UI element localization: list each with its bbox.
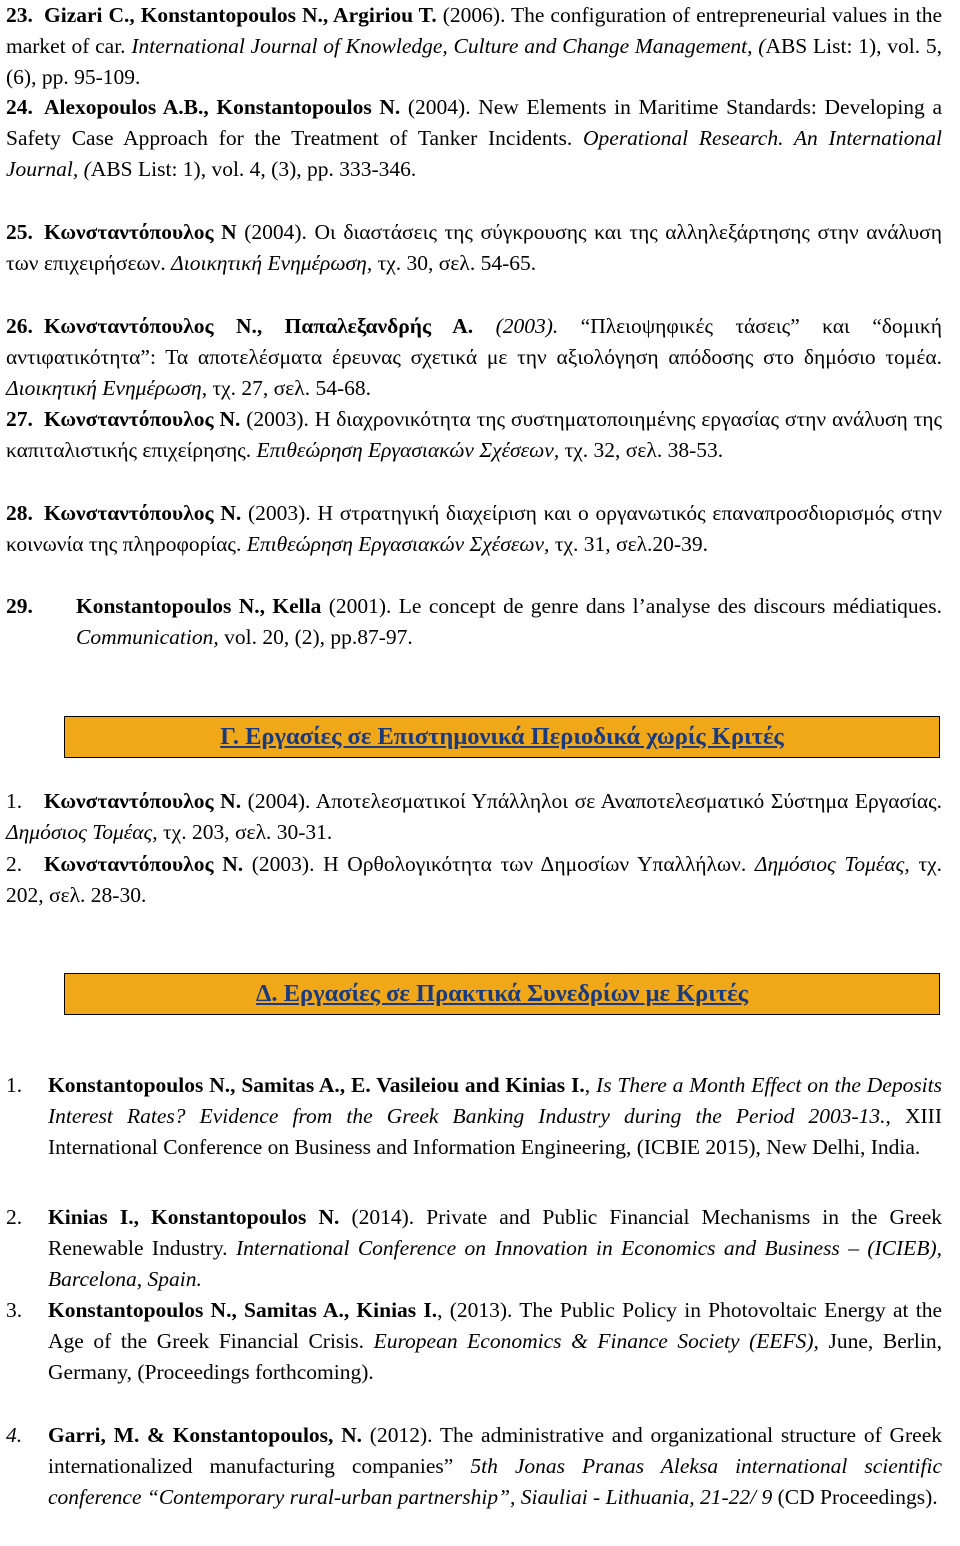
ref-details: τχ. 32, σελ. 38-53. — [564, 438, 724, 462]
ref-details: τχ. 27, σελ. 54-68. — [212, 376, 371, 400]
reference-d-2 — [6, 1202, 942, 1295]
ref-year: (2004). — [236, 220, 315, 244]
ref-title: Private and Public Financial Mechanisms in the Greek Renewable Industry. — [48, 1205, 942, 1260]
ref-details: ABS List: 1), vol. 4, (3), pp. 333-346. — [90, 157, 417, 181]
ref-journal: International Journal of Knowledge, Culture and Change Management, ( — [131, 34, 766, 58]
ref-number: 2. — [6, 852, 23, 876]
ref-number: 1. — [6, 789, 23, 813]
ref-year: , — [584, 1073, 597, 1097]
ref-authors: Garri, M. & Konstantopoulos, N. — [48, 1423, 363, 1447]
reference-23 — [6, 0, 942, 93]
ref-number: 24. — [6, 95, 33, 119]
ref-year: (2003). — [473, 314, 581, 338]
ref-authors: Gizari C., Konstantopoulos N., Argiriou T. — [44, 3, 437, 27]
ref-title: Η στρατηγική διαχείριση και ο οργανωτικός επαναπροσδιορισμός στην κοινωνία της πληροφορίας. — [6, 501, 942, 556]
ref-title: Αποτελεσματικοί Υπάλληλοι σε Αναποτελεσματικό Σύστημα Εργασίας. — [315, 789, 942, 813]
ref-journal: Δημόσιος Τομέας, — [6, 820, 164, 844]
ref-number: 28. — [6, 501, 33, 525]
ref-details: τχ. 30, σελ. 54-65. — [377, 251, 537, 275]
ref-journal: Επιθεώρηση Εργασιακών Σχέσεων, — [256, 438, 565, 462]
ref-title: The configuration of entrepreneurial values in the market of car. — [6, 3, 942, 58]
reference-24 — [6, 92, 942, 185]
ref-title: The administrative and organizational structure of Greek internationalized manufacturing companies” — [48, 1423, 943, 1478]
ref-number: 3. — [6, 1298, 23, 1322]
ref-year: (2012). — [362, 1423, 440, 1447]
ref-authors: Konstantopoulos N., Samitas A., E. Vasileiou and Kinias I. — [48, 1073, 585, 1097]
ref-journal: Διοικητική Ενημέρωση, — [6, 376, 213, 400]
reference-g-1 — [6, 786, 942, 848]
ref-details: , XIII International Conference on Business and Information Engineering, (ICBIE 2015), New Delhi, India. — [48, 1104, 942, 1159]
ref-title: Οι διαστάσεις της σύγκρουσης και της αλληλεξάρτησης στην ανάλυση των επιχειρήσεων. — [6, 220, 942, 275]
ref-title: Η διαχρονικότητα της συστηματοποιημένης εργασίας στην ανάλυση της καπιταλιστικής επιχείρησης. — [6, 407, 942, 462]
ref-year: , (2013). — [437, 1298, 520, 1322]
ref-year: (2004). — [400, 95, 479, 119]
ref-journal: European Economics & Finance Society (EEFS), — [373, 1329, 819, 1353]
reference-29 — [6, 591, 942, 653]
ref-year: (2014). — [339, 1205, 427, 1229]
reference-28 — [6, 498, 942, 560]
ref-journal: 5th Jonas Pranas Aleksa international scientific conference “Contemporary rural-urban partnership”, Siauliai - Lithuania, 21-22/ 9 — [48, 1454, 942, 1509]
ref-journal: Επιθεώρηση Εργασιακών Σχέσεων, — [246, 532, 555, 556]
ref-journal: Διοικητική Ενημέρωση, — [171, 251, 378, 275]
reference-d-1 — [6, 1070, 942, 1163]
ref-details: τχ. 203, σελ. 30-31. — [163, 820, 333, 844]
ref-year: (2003). — [240, 407, 315, 431]
ref-number: 1. — [6, 1073, 23, 1097]
ref-details: vol. 20, (2), pp.87-97. — [224, 625, 413, 649]
ref-authors: Κωνσταντόπουλος Ν. — [44, 852, 244, 876]
ref-details: (CD Proceedings). — [772, 1485, 938, 1509]
reference-25 — [6, 217, 942, 279]
ref-details: τχ. 202, σελ. 28-30. — [6, 852, 942, 907]
ref-journal: Δημόσιος Τομέας, — [754, 852, 919, 876]
ref-authors: Κωνσταντόπουλος Ν. — [44, 407, 241, 431]
ref-number: 29. — [6, 594, 33, 618]
ref-number: 25. — [6, 220, 33, 244]
ref-authors: Κωνσταντόπουλος Ν., Παπαλεξανδρής Α. — [44, 314, 474, 338]
reference-27 — [6, 404, 942, 466]
ref-authors: Alexopoulos A.B., Konstantopoulos N. — [44, 95, 401, 119]
reference-d-3 — [6, 1295, 942, 1388]
reference-g-2 — [6, 849, 942, 911]
ref-year: (2006). — [436, 3, 512, 27]
ref-journal: Communication, — [76, 625, 225, 649]
reference-26 — [6, 311, 942, 404]
ref-journal: International Conference on Innovation in Economics and Business – (ICIEB), Barcelona, Spain. — [48, 1236, 942, 1291]
ref-title: New Elements in Maritime Standards: Developing a Safety Case Approach for the Treatment of Tanker Incidents. — [6, 95, 942, 150]
ref-year: (2003). — [241, 501, 318, 525]
ref-authors: Κωνσταντόπουλος Ν — [44, 220, 237, 244]
ref-details: June, Berlin, Germany, (Proceedings forthcoming). — [48, 1329, 943, 1384]
ref-year: (2004). — [241, 789, 316, 813]
reference-d-4 — [6, 1420, 942, 1513]
ref-title: Le concept de genre dans l’analyse des discours médiatiques. — [398, 594, 942, 618]
ref-details: τχ. 31, σελ.20-39. — [554, 532, 708, 556]
ref-year: (2001). — [321, 594, 399, 618]
ref-journal: Operational Research. An International Journal, ( — [6, 126, 942, 181]
ref-number: 4. — [6, 1423, 23, 1447]
section-heading-d: Δ. Εργασίες σε Πρακτικά Συνεδρίων με Κριτές — [64, 973, 940, 1015]
ref-title: Η Ορθολογικότητα των Δημοσίων Υπαλλήλων. — [323, 852, 755, 876]
ref-title: “Πλειοψηφικές τάσεις” και “δομική αντιφατικότητα”: Τα αποτελέσματα έρευνας σχετικά με την αξιολόγηση απόδοσης στο δημόσιο τομέα. — [6, 314, 943, 369]
ref-authors: Konstantopoulos N., Samitas A., Kinias I. — [48, 1298, 438, 1322]
ref-number: 2. — [6, 1205, 23, 1229]
ref-number: 26. — [6, 314, 33, 338]
ref-authors: Κωνσταντόπουλος Ν. — [44, 501, 242, 525]
ref-authors: Kinias I., Konstantopoulos N. — [48, 1205, 340, 1229]
ref-title: Is There a Month Effect on the Deposits Interest Rates? Evidence from the Greek Banking Industry during the Period 2003-13. — [48, 1073, 942, 1128]
ref-authors: Κωνσταντόπουλος Ν. — [44, 789, 242, 813]
ref-number: 23. — [6, 3, 33, 27]
ref-number: 27. — [6, 407, 33, 431]
ref-year: (2003). — [243, 852, 324, 876]
section-heading-g: Γ. Εργασίες σε Επιστημονικά Περιοδικά χωρίς Κριτές — [64, 716, 940, 758]
ref-authors: Konstantopoulos N., Kella — [76, 594, 322, 618]
ref-details: ABS List: 1), vol. 5, (6), pp. 95-109. — [6, 34, 942, 89]
ref-title: The Public Policy in Photovoltaic Energy at the Age of the Greek Financial Crisis. — [48, 1298, 942, 1353]
